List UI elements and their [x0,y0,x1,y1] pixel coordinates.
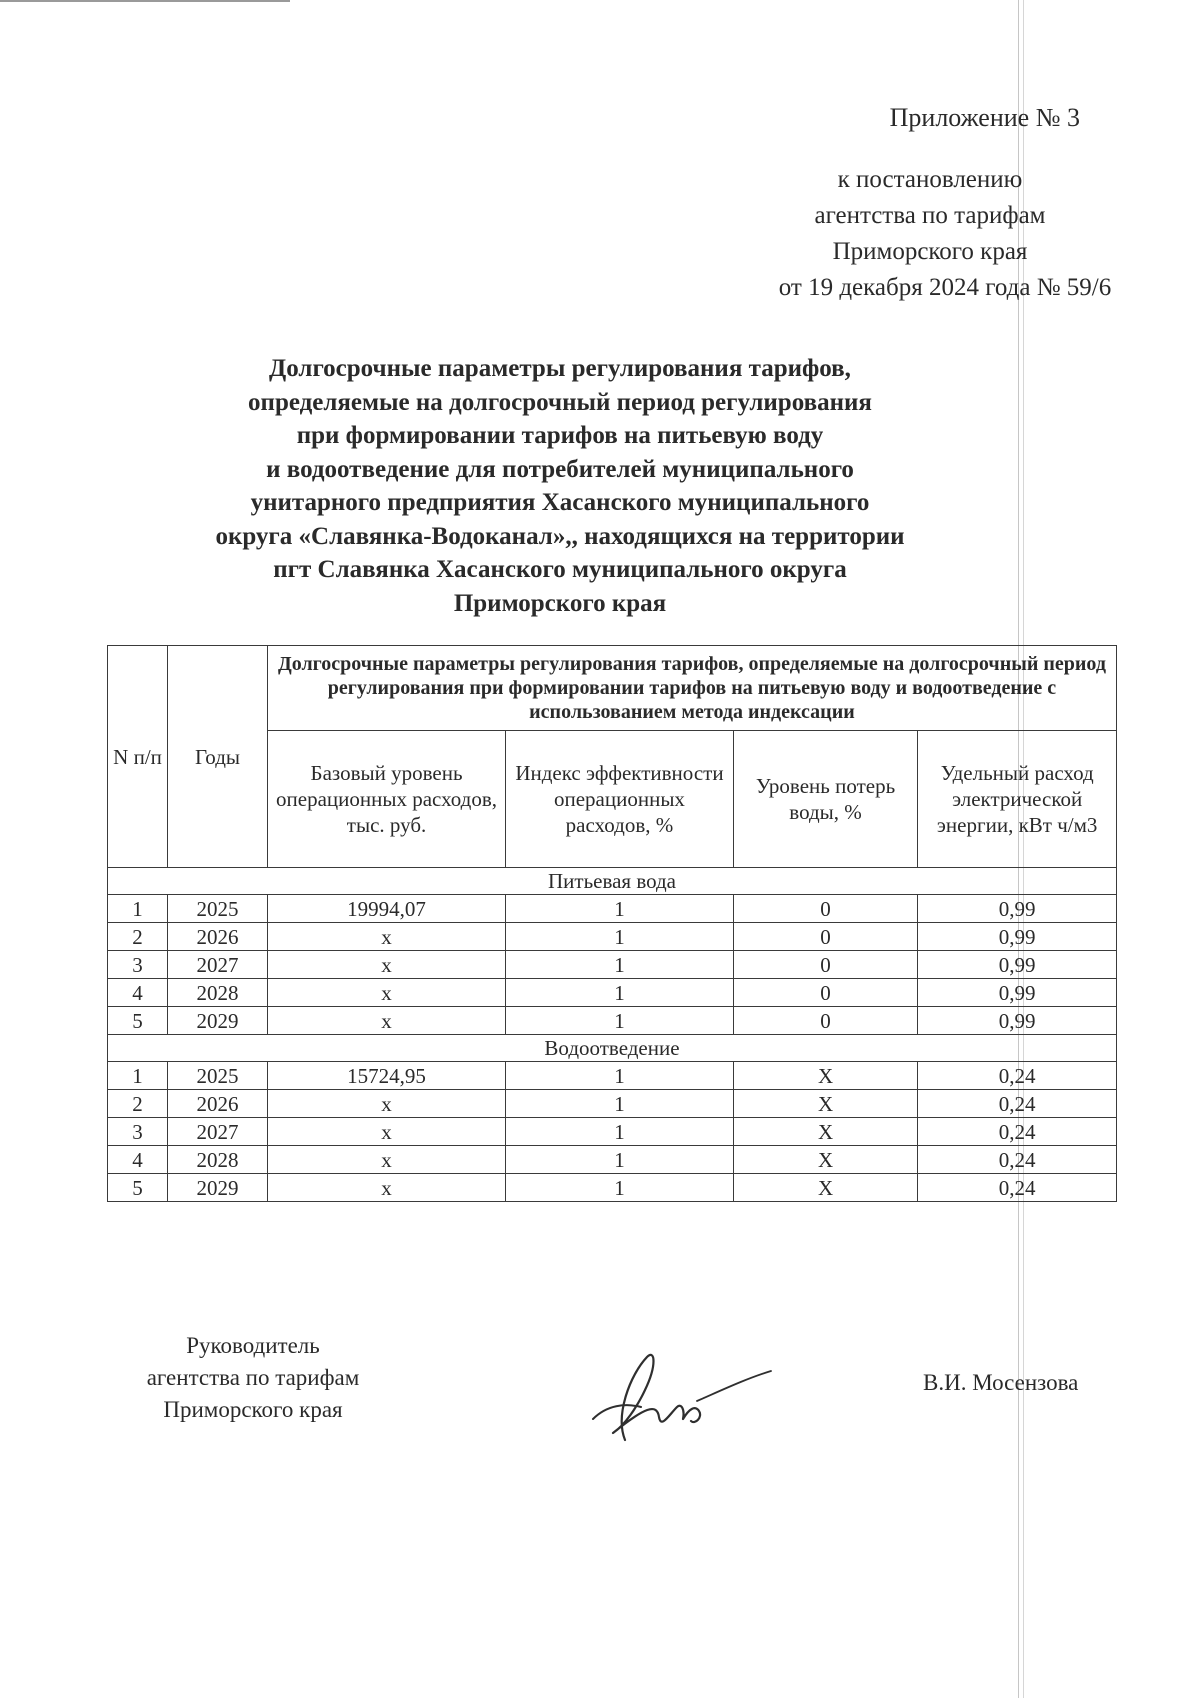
table-row [108,1090,1117,1118]
tariff-parameters-table [107,645,1117,1202]
appendix-title: Приложение № 3 [889,103,1080,132]
cell-num: 3 [108,1118,168,1146]
cell-index: 1 [506,1146,734,1174]
cell-base: х [267,979,505,1007]
appendix-line: Приморского края [832,238,1028,265]
header-group: Долгосрочные параметры регулирования тарифов, определяемые на долгосрочный период регулирования при формировании тарифов на питьевую воду и водоотведение с использованием метода индексации [267,646,1116,731]
title-line: пгт Славянка Хасанского муниципального округа [273,556,847,583]
header-num: N п/п [108,646,168,868]
scan-edge-mark [0,0,290,2]
cell-year: 2025 [168,895,268,923]
title-line: унитарного предприятия Хасанского муниципального [250,489,870,516]
cell-year: 2028 [168,1146,268,1174]
cell-loss: 0 [733,923,918,951]
cell-energy: 0,24 [918,1174,1117,1202]
header-base-level: Базовый уровень операционных расходов, тыс. руб. [267,731,505,868]
cell-index: 1 [506,923,734,951]
appendix-header [620,100,1112,306]
table-row [108,895,1117,923]
cell-loss: Х [733,1118,918,1146]
cell-loss: 0 [733,895,918,923]
table-row [108,979,1117,1007]
position-line: Руководитель [186,1333,320,1358]
cell-index: 1 [506,1007,734,1035]
cell-year: 2026 [168,1090,268,1118]
cell-loss: 0 [733,1007,918,1035]
cell-base: х [267,1118,505,1146]
table-row [108,1062,1117,1090]
appendix-line: к постановлению [837,166,1023,193]
cell-base: х [267,1174,505,1202]
table-row [108,951,1117,979]
cell-num: 4 [108,1146,168,1174]
cell-loss: Х [733,1146,918,1174]
cell-num: 1 [108,895,168,923]
cell-base: 15724,95 [267,1062,505,1090]
cell-num: 1 [108,1062,168,1090]
cell-index: 1 [506,895,734,923]
cell-energy: 0,24 [918,1090,1117,1118]
cell-energy: 0,99 [918,951,1117,979]
cell-base: х [267,1146,505,1174]
cell-base: х [267,1090,505,1118]
cell-loss: Х [733,1174,918,1202]
header-efficiency-index: Индекс эффективности операционных расходов, % [506,731,734,868]
document-title [150,352,970,620]
table-row [108,1007,1117,1035]
cell-year: 2027 [168,1118,268,1146]
cell-base: х [267,951,505,979]
cell-index: 1 [506,951,734,979]
cell-num: 2 [108,1090,168,1118]
cell-loss: Х [733,1062,918,1090]
cell-year: 2025 [168,1062,268,1090]
cell-loss: Х [733,1090,918,1118]
table-row [108,1118,1117,1146]
cell-index: 1 [506,979,734,1007]
position-line: агентства по тарифам [146,1365,360,1390]
cell-num: 4 [108,979,168,1007]
cell-year: 2029 [168,1174,268,1202]
cell-base: 19994,07 [267,895,505,923]
appendix-date-line: от 19 декабря 2024 года № 59/6 [778,274,1112,301]
cell-energy: 0,24 [918,1118,1117,1146]
cell-year: 2028 [168,979,268,1007]
cell-energy: 0,99 [918,923,1117,951]
title-line: Долгосрочные параметры регулирования тарифов, [269,355,851,382]
cell-base: х [267,923,505,951]
cell-index: 1 [506,1062,734,1090]
header-year: Годы [168,646,268,868]
cell-loss: 0 [733,951,918,979]
cell-index: 1 [506,1174,734,1202]
cell-index: 1 [506,1118,734,1146]
cell-year: 2026 [168,923,268,951]
cell-year: 2029 [168,1007,268,1035]
cell-num: 2 [108,923,168,951]
cell-energy: 0,24 [918,1146,1117,1174]
cell-loss: 0 [733,979,918,1007]
cell-energy: 0,99 [918,1007,1117,1035]
section-title-drinking-water: Питьевая вода [108,868,1117,895]
section-title-wastewater: Водоотведение [108,1035,1117,1062]
title-line: округа «Славянка-Водоканал»,, находящихся на территории [215,522,905,550]
cell-num: 3 [108,951,168,979]
position-line: Приморского края [163,1397,343,1422]
cell-energy: 0,24 [918,1062,1117,1090]
cell-num: 5 [108,1174,168,1202]
header-water-loss: Уровень потерь воды, % [733,731,918,868]
cell-base: х [267,1007,505,1035]
cell-index: 1 [506,1090,734,1118]
cell-energy: 0,99 [918,979,1117,1007]
cell-year: 2027 [168,951,268,979]
title-line: и водоотведение для потребителей муниципального [266,455,854,483]
signatory-name: В.И. Мосензова [923,1370,1079,1395]
title-line: при формировании тарифов на питьевую воду [296,422,824,449]
title-line: определяемые на долгосрочный период регулирования [248,388,872,416]
title-line: Приморского края [453,589,667,617]
table-row [108,1146,1117,1174]
table-row [108,923,1117,951]
handwritten-signature [585,1345,775,1450]
appendix-line: агентства по тарифам [814,202,1046,229]
signatory-position [118,1330,388,1426]
header-energy: Удельный расход электрической энергии, кВт ч/м3 [918,731,1117,868]
cell-energy: 0,99 [918,895,1117,923]
cell-num: 5 [108,1007,168,1035]
table-row [108,1174,1117,1202]
